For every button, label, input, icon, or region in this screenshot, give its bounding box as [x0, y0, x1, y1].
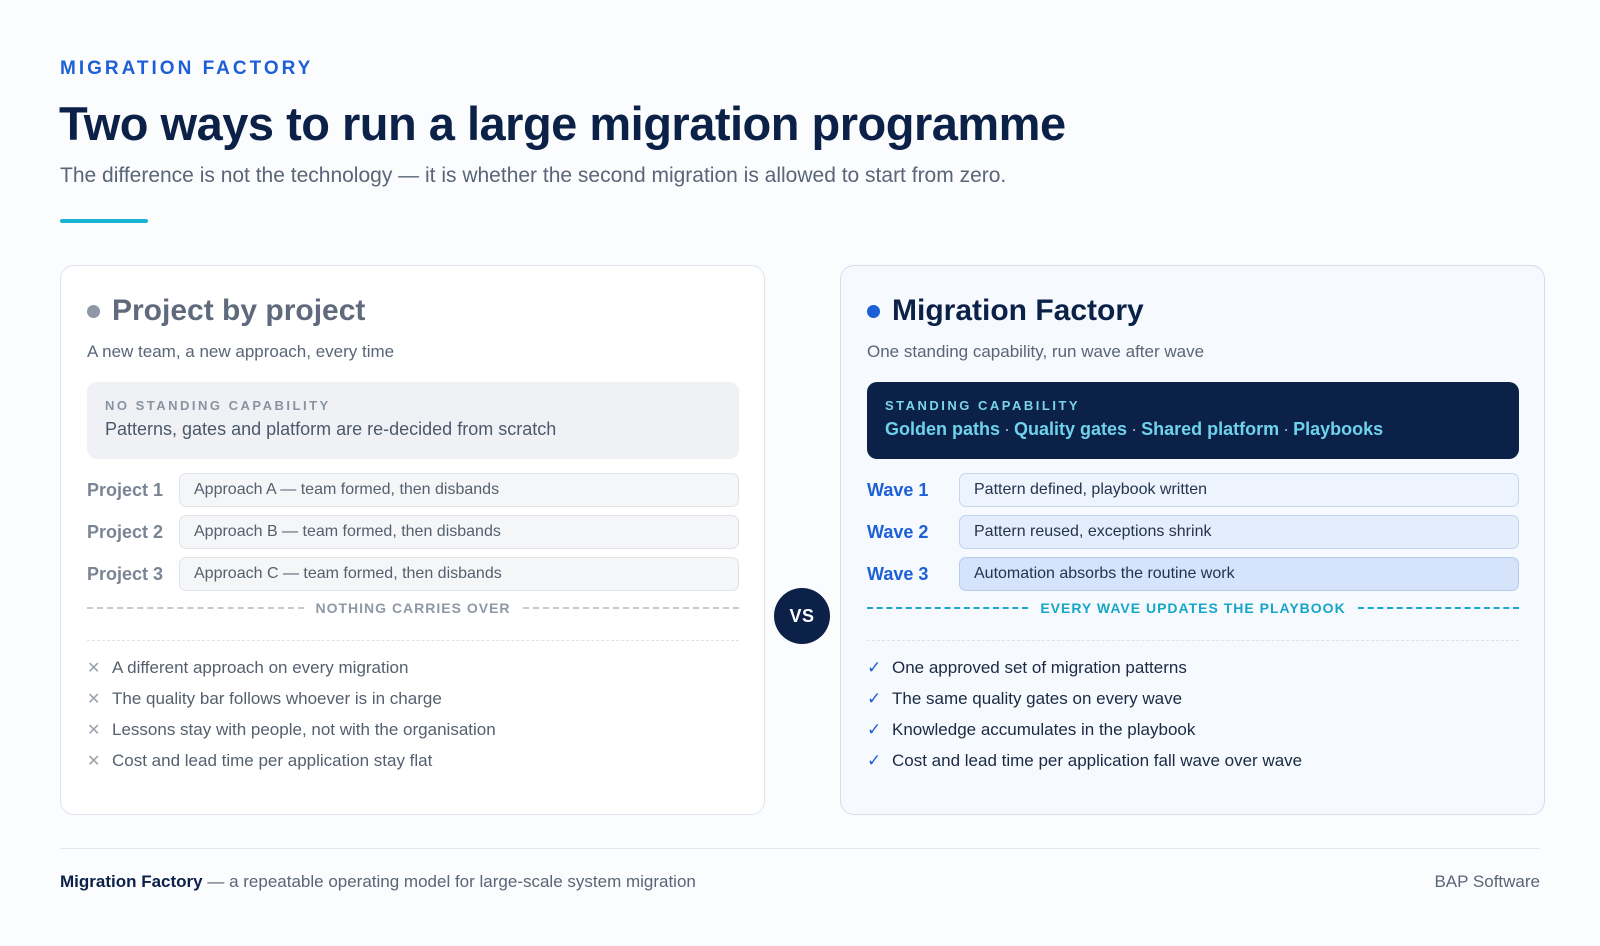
migration-factory-card [840, 265, 1545, 815]
card-title: Project by project [112, 294, 366, 327]
row-label: Wave 1 [867, 479, 929, 500]
wave-rows [867, 473, 1519, 599]
dashed-line [1358, 607, 1519, 609]
footer-brand: Migration Factory [60, 872, 203, 891]
row-label: Wave 2 [867, 521, 929, 542]
row-label: Project 3 [87, 563, 164, 584]
capability-item: Shared platform [1141, 419, 1280, 439]
benefit-list [867, 652, 1302, 776]
row-label: Project 1 [87, 479, 164, 500]
row-description: Pattern defined, playbook written [959, 473, 1519, 507]
project-row [87, 557, 739, 591]
divider-label: NOTHING CARRIES OVER [315, 600, 511, 616]
cross-icon: ✕ [87, 659, 101, 677]
separator-dot: · [1004, 419, 1011, 439]
divider-label: EVERY WAVE UPDATES THE PLAYBOOK [1040, 600, 1346, 616]
project-row [87, 515, 739, 549]
wave-row [867, 473, 1519, 507]
footer-caption [60, 872, 696, 892]
row-description: Pattern reused, exceptions shrink [959, 515, 1519, 549]
vs-badge: VS [774, 588, 830, 644]
capability-box [867, 382, 1519, 459]
company-name: BAP Software [1434, 872, 1540, 891]
card-subtitle: A new team, a new approach, every time [87, 342, 395, 361]
list-item-text: A different approach on every migration [112, 657, 409, 677]
row-description: Automation absorbs the routine work [959, 557, 1519, 591]
list-item-text: Cost and lead time per application stay flat [112, 750, 433, 770]
list-item [87, 714, 496, 745]
row-label: Wave 3 [867, 563, 929, 584]
list-item [87, 745, 496, 776]
list-item [87, 683, 496, 714]
capability-text: Patterns, gates and platform are re-decided from scratch [105, 419, 557, 439]
cross-icon: ✕ [87, 690, 101, 708]
capability-item: Quality gates [1014, 419, 1128, 439]
row-label: Project 2 [87, 521, 164, 542]
dashed-line [87, 607, 304, 609]
row-description: Approach C — team formed, then disbands [179, 557, 739, 591]
card-header [867, 294, 1144, 328]
blue-dot-icon [867, 305, 880, 318]
project-rows [87, 473, 739, 599]
list-item [867, 714, 1302, 745]
check-icon: ✓ [867, 719, 882, 739]
project-row [87, 473, 739, 507]
wave-row [867, 515, 1519, 549]
page-subtitle: The difference is not the technology — it is whether the second migration is allowed to start from zero. [60, 164, 1007, 187]
list-item [87, 652, 496, 683]
cross-icon: ✕ [87, 752, 101, 770]
capability-box [87, 382, 739, 459]
row-description: Approach A — team formed, then disbands [179, 473, 739, 507]
capability-label: STANDING CAPABILITY [885, 398, 1081, 413]
card-header [87, 294, 365, 328]
eyebrow-label: MIGRATION FACTORY [60, 58, 314, 79]
row-description: Approach B — team formed, then disbands [179, 515, 739, 549]
check-icon: ✓ [867, 657, 882, 677]
list-item-text: One approved set of migration patterns [892, 657, 1187, 677]
drawback-list [87, 652, 496, 776]
grey-dot-icon [87, 305, 100, 318]
wave-row [867, 557, 1519, 591]
cross-icon: ✕ [87, 721, 101, 739]
capability-label: NO STANDING CAPABILITY [105, 398, 331, 413]
list-item-text: Knowledge accumulates in the playbook [892, 719, 1196, 739]
card-title: Migration Factory [892, 294, 1144, 327]
section-separator [867, 640, 1519, 641]
dashed-line [523, 607, 740, 609]
card-subtitle: One standing capability, run wave after wave [867, 342, 1205, 361]
separator-dot: · [1131, 419, 1138, 439]
list-item-text: The quality bar follows whoever is in charge [112, 688, 442, 708]
list-item [867, 683, 1302, 714]
separator-dot: · [1283, 419, 1290, 439]
capability-items [885, 419, 1501, 440]
capability-item: Golden paths [885, 419, 1001, 439]
footer-tagline: — a repeatable operating model for large-scale system migration [202, 872, 696, 891]
page-title: Two ways to run a large migration programme [59, 97, 1066, 150]
carry-over-divider [87, 600, 739, 616]
capability-item: Playbooks [1293, 419, 1384, 439]
list-item [867, 652, 1302, 683]
playbook-divider [867, 600, 1519, 616]
list-item-text: Cost and lead time per application fall wave over wave [892, 750, 1303, 770]
check-icon: ✓ [867, 688, 882, 708]
footer-divider [60, 848, 1540, 849]
dashed-line [867, 607, 1028, 609]
accent-divider [60, 219, 148, 223]
list-item-text: Lessons stay with people, not with the organisation [112, 719, 496, 739]
list-item [867, 745, 1302, 776]
check-icon: ✓ [867, 750, 882, 770]
project-by-project-card [60, 265, 765, 815]
section-separator [87, 640, 739, 641]
list-item-text: The same quality gates on every wave [892, 688, 1183, 708]
